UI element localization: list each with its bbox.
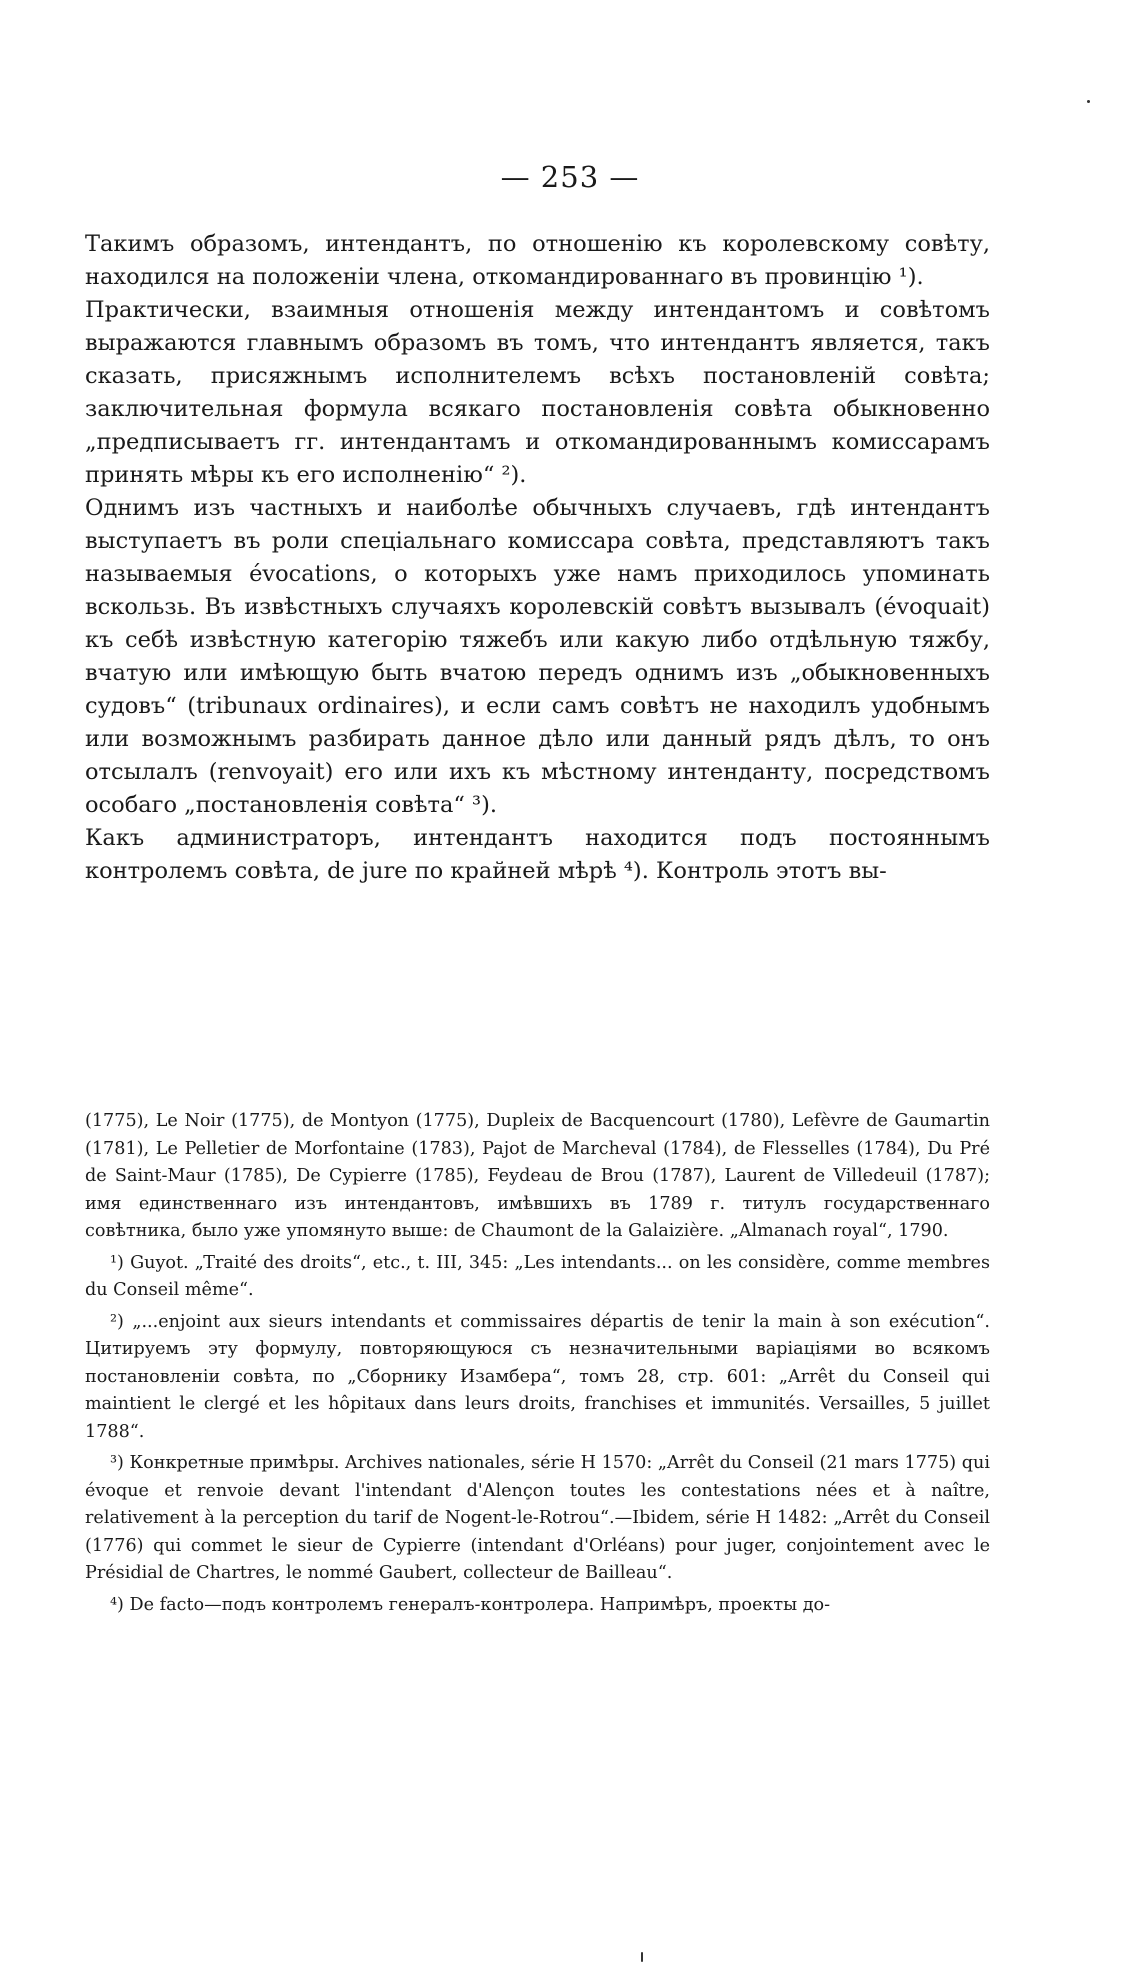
footnote: ¹) Guyot. „Traité des droits“, etc., t. III, 345: „Les intendants... on les considère, comme membres du Conseil même“. [85, 1252, 990, 1300]
footnote: ²) „...enjoint aux sieurs intendants et commissaires départis de tenir la main à son exécution“. Цитируемъ эту формулу, повторяющуюся съ незначительными варіаціями во всякомъ постановленіи совѣта, по „Сборнику Изамбера“, томъ 28, стр. 601: „Arrêt du Conseil qui maintient le clergé et les hôpitaux dans leurs droits, franchises et immunités. Versailles, 5 juillet 1788“. [85, 1311, 990, 1442]
main-text [85, 228, 990, 888]
paragraph: Однимъ изъ частныхъ и наиболѣе обычныхъ случаевъ, гдѣ интендантъ выступаетъ въ роли спеціальнаго комиссара совѣта, представляютъ такъ называемыя évocations, о которыхъ уже намъ приходилось упоминать вскользь. Въ извѣстныхъ случаяхъ королевскій совѣтъ вызывалъ (évoquait) къ себѣ извѣстную категорію тяжебъ или какую либо отдѣльную тяжбу, вчатую или имѣющую быть вчатою передъ однимъ изъ „обыкновенныхъ судовъ“ (tribunaux ordinaires), и если самъ совѣтъ не находилъ удобнымъ или возможнымъ разбирать данное дѣло или данный рядъ дѣлъ, то онъ отсылалъ (renvoyait) его или ихъ къ мѣстному интенданту, посредствомъ особаго „постановленія совѣта“ ³). [85, 495, 990, 818]
footnote: ⁴) De facto—подъ контролемъ генералъ-контролера. Напримѣръ, проекты до- [110, 1594, 831, 1615]
paragraph: Какъ администраторъ, интендантъ находится подъ постояннымъ контролемъ совѣта, de jure по крайней мѣрѣ ⁴). Контроль этотъ вы- [85, 825, 990, 884]
paragraph: Практически, взаимныя отношенія между интендантомъ и совѣтомъ выражаются главнымъ образомъ въ томъ, что интендантъ является, такъ сказать, присяжнымъ исполнителемъ всѣхъ постановленій совѣта; заключительная формула всякаго постановленія совѣта обыкновенно „предписываетъ гг. интендантамъ и откомандированнымъ комиссарамъ принять мѣры къ его исполненію“ ²). [85, 297, 990, 488]
paragraph: Такимъ образомъ, интендантъ, по отношенію къ королевскому совѣту, находился на положеніи члена, откомандированнаго въ провинцію ¹). [85, 231, 990, 290]
footnote: ³) Конкретные примѣры. Archives nationales, série H 1570: „Arrêt du Conseil (21 mars 1775) qui évoque et renvoie devant l'intendant d'Alençon toutes les contestations nées et à naître, relativement à la perception du tarif de Nogent-le-Rotrou“.—Ibidem, série H 1482: „Arrêt du Conseil (1776) qui commet le sieur de Cypierre (intendant d'Orléans) pour juger, conjointement avec le Présidial de Chartres, le nommé Gaubert, collecteur de Bailleau“. [85, 1453, 990, 1583]
footnote-continuation: (1775), Le Noir (1775), de Montyon (1775), Dupleix de Bacquencourt (1780), Lefèvre de Gaumartin (1781), Le Pelletier de Morfontaine (1783), Pajot de Marcheval (1784), de Flesselles (1784), Du Pré de Saint-Maur (1785), De Cypierre (1785), Feydeau de Brou (1787), Laurent de Villedeuil (1787); имя единственнаго изъ интендантовъ, имѣвшихъ въ 1789 г. титулъ государственнаго совѣтника, было уже упомянуто выше: de Chaumont de la Galaizière. „Almanach royal“, 1790. [85, 1111, 990, 1241]
page-number: — 253 — [500, 160, 640, 194]
scan-speck [641, 1952, 643, 1962]
footnotes [85, 1108, 990, 1623]
scan-speck [1087, 100, 1090, 103]
